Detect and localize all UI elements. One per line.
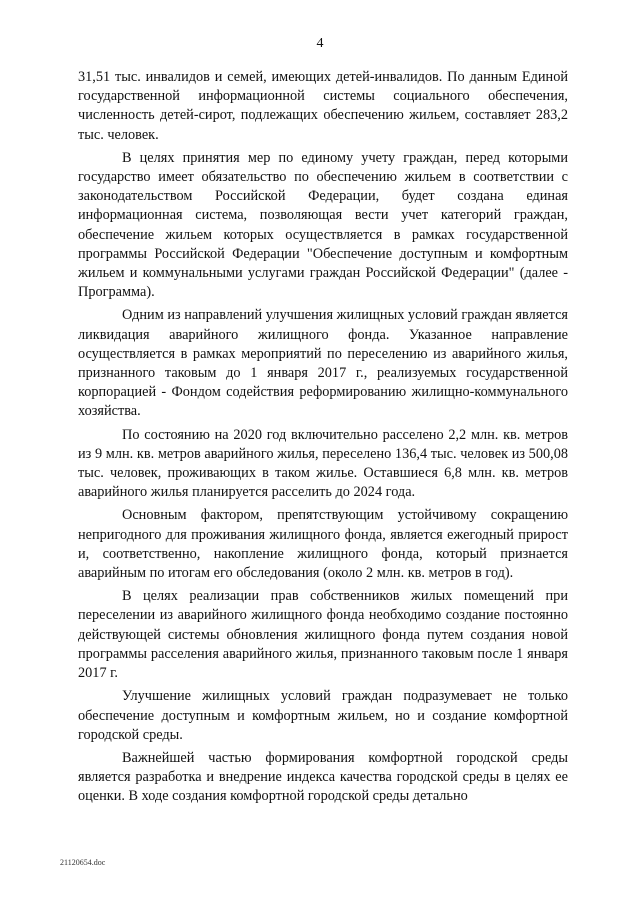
paragraph: 31,51 тыс. инвалидов и семей, имеющих детей-инвалидов. По данным Единой государственной информационной системы социального обеспечения, численность детей-сирот, подлежащих обеспечению жильем, составляет 283,2 тыс. человек.: [78, 69, 568, 143]
paragraph: Основным фактором, препятствующим устойчивому сокращению непригодного для проживания жилищного фонда, является ежегодный прирост и, соответственно, накопление жилищного фонда, который признается аварийным по итогам его обследования (около 2 млн. кв. метров в год).: [78, 507, 568, 582]
paragraph: Важнейшей частью формирования комфортной городской среды является разработка и внедрение индекса качества городской среды в целях ее оценки. В ходе создания комфортной городской среды детально: [78, 749, 568, 805]
paragraph: В целях принятия мер по единому учету граждан, перед которыми государство имеет обязательство по обеспечению жильем в соответствии с законодательством Российской Федерации, будет создана единая информационная система, позволяющая вести учет категорий граждан, обеспечение жильем которых осуществляется в рамках государственной программы Российской Федерации "Обеспечение доступным и комфортным жильем и коммунальными услугами граждан Российской Федерации" (далее - Программа).: [78, 149, 568, 301]
paragraph: Улучшение жилищных условий граждан подразумевает не только обеспечение доступным и комфортным жильем, но и создание комфортной городской среды.: [78, 688, 568, 743]
footer-filename: 21120654.doc: [60, 858, 106, 867]
paragraph: По состоянию на 2020 год включительно расселено 2,2 млн. кв. метров из 9 млн. кв. метров аварийного жилья, переселено 136,4 тыс. человек из 500,08 тыс. человек, проживающих в таком жилье. Оставшиеся 6,8 млн. кв. метров аварийного жилья планируется расселить до 2024 года.: [78, 426, 568, 501]
paragraph: В целях реализации прав собственников жилых помещений при переселении из аварийного жилищного фонда необходимо создание постоянно действующей системы обновления жилищного фонда путем создания новой программы расселения аварийного жилья, признанного таковым после 1 января 2017 г.: [78, 588, 568, 682]
page-number: 4: [316, 36, 324, 51]
document-body: [78, 68, 568, 811]
paragraph: Одним из направлений улучшения жилищных условий граждан является ликвидация аварийного жилищного фонда. Указанное направление осуществляется в рамках мероприятий по переселению из аварийного жилья, признанного таковым до 1 января 2017 г., реализуемых государственной корпорацией - Фондом содействия реформированию жилищно-коммунального хозяйства.: [78, 307, 568, 420]
